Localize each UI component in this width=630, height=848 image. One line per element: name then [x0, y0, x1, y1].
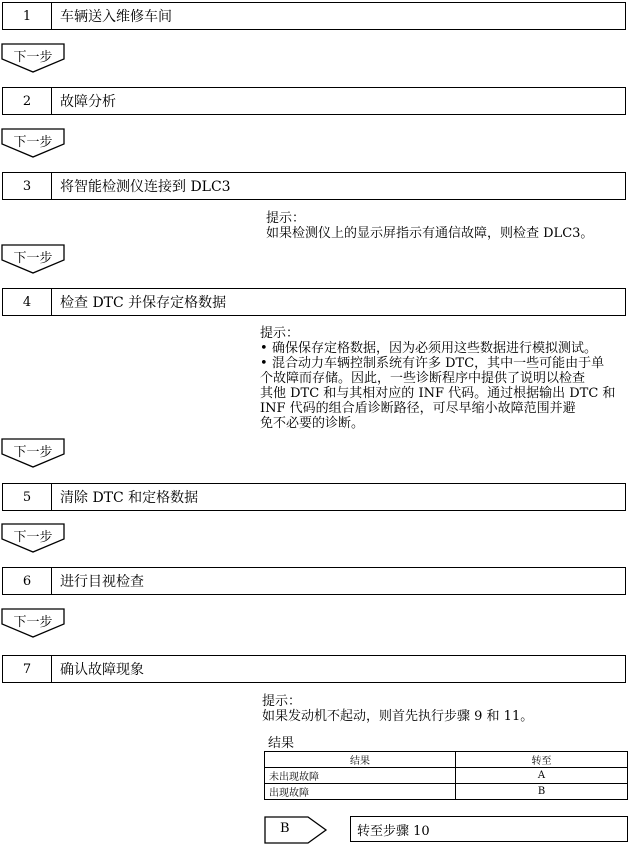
goto-step-box: 转至步骤 10: [350, 816, 628, 842]
hint-engine-start: [262, 694, 533, 724]
hint-label: 提示：: [266, 211, 306, 226]
table-row: [265, 784, 628, 800]
step-2: [2, 87, 626, 115]
next-step-arrow: [1, 244, 65, 274]
hint-bullet-1: [260, 341, 615, 356]
next-step-arrow: [1, 128, 65, 158]
result-cell: 未出现故障: [265, 768, 456, 784]
bullet-text-line: 个故障而存储。因此，一些诊断程序中提供了说明以检查: [260, 371, 586, 386]
step-1: [2, 2, 626, 30]
step-title: 故障分析: [60, 94, 116, 110]
bullet-text-line: 其他 DTC 和与其相对应的 INF 代码。通过根据输出 DTC 和: [260, 386, 616, 401]
step-title: 清除 DTC 和定格数据: [60, 490, 199, 506]
arrow-right-pentagon-icon: [264, 816, 328, 844]
result-title: 结果: [268, 736, 295, 751]
next-step-label: 下一步: [13, 615, 53, 630]
bullet-icon: •: [260, 341, 268, 356]
bullet-text: 混合动力车辆控制系统有许多 DTC，其中一些可能由于单: [272, 356, 605, 371]
bullet-icon: •: [260, 356, 268, 371]
bullet-text-line: 免不必要的诊断。: [260, 416, 365, 431]
step-number: 6: [3, 568, 52, 594]
step-3: [2, 172, 626, 200]
next-step-label: 下一步: [13, 445, 53, 460]
hint-freeze-frame: [260, 326, 615, 431]
step-number: 5: [3, 484, 52, 510]
step-7: [2, 655, 626, 683]
step-title: 确认故障现象: [60, 662, 144, 678]
bullet-text: 确保保存定格数据，因为必须用这些数据进行模拟测试。: [272, 341, 598, 356]
next-step-arrow: [1, 608, 65, 638]
hint-communication: [266, 211, 593, 241]
step-number: 2: [3, 88, 52, 114]
step-title: 车辆送入维修车间: [60, 9, 172, 25]
step-4: [2, 288, 626, 316]
next-step-label: 下一步: [13, 135, 53, 150]
step-title: 将智能检测仪连接到 DLC3: [60, 179, 231, 195]
bullet-text-line: INF 代码的组合盾诊断路径，可尽早缩小故障范围并避: [260, 401, 576, 416]
step-title: 检查 DTC 并保存定格数据: [60, 295, 227, 311]
next-step-arrow: [1, 438, 65, 468]
result-table: [264, 751, 628, 800]
goto-branch-b: [264, 816, 328, 844]
table-header-row: [265, 752, 628, 768]
step-title: 进行目视检查: [60, 574, 144, 590]
hint-bullet-2: [260, 356, 615, 371]
step-number: 1: [3, 3, 52, 29]
next-step-arrow: [1, 523, 65, 553]
next-step-arrow: [1, 43, 65, 73]
branch-label: B: [280, 821, 290, 836]
hint-text: 如果发动机不起动，则首先执行步骤 9 和 11。: [262, 709, 534, 724]
column-header-result: 结果: [265, 752, 456, 768]
goto-cell: B: [456, 784, 628, 800]
next-step-label: 下一步: [13, 251, 53, 266]
step-number: 3: [3, 173, 52, 199]
result-cell: 出现故障: [265, 784, 456, 800]
hint-label: 提示：: [262, 694, 302, 709]
hint-text: 如果检测仪上的显示屏指示有通信故障，则检查 DLC3。: [266, 226, 594, 241]
table-row: [265, 768, 628, 784]
step-5: [2, 483, 626, 511]
step-number: 7: [3, 656, 52, 682]
step-number: 4: [3, 289, 52, 315]
goto-cell: A: [456, 768, 628, 784]
next-step-label: 下一步: [13, 530, 53, 545]
next-step-label: 下一步: [13, 50, 53, 65]
column-header-goto: 转至: [456, 752, 628, 768]
hint-label: 提示：: [260, 326, 300, 341]
step-6: [2, 567, 626, 595]
